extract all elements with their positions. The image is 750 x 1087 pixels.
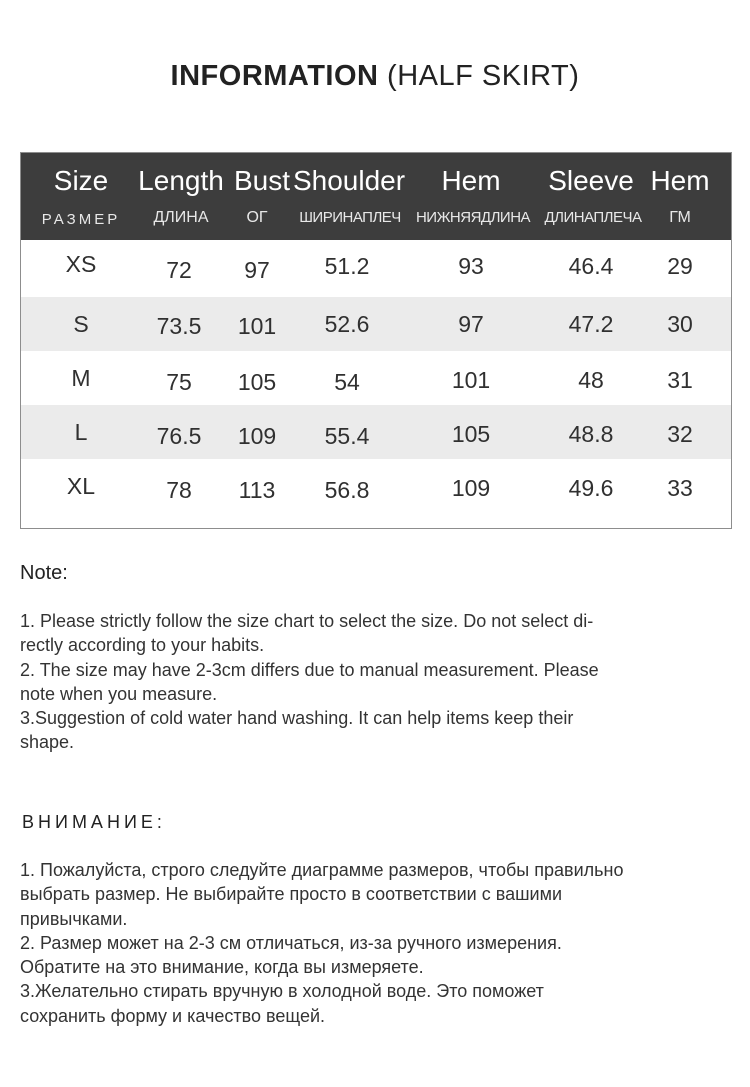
- note-line: 1. Please strictly follow the size chart to select the size. Do not select di-: [20, 611, 594, 631]
- table-header: [21, 153, 731, 240]
- cell-size: L: [74, 419, 88, 445]
- header-size: Size: [53, 165, 109, 196]
- cell-shoulder: 54: [334, 369, 360, 395]
- table-row: [21, 351, 731, 405]
- cell-length: 73.5: [156, 313, 202, 339]
- cell-shoulder: 51.2: [324, 253, 370, 279]
- cell-sleeve: 48.8: [568, 421, 614, 447]
- cell-bust: 105: [237, 369, 277, 395]
- cell-hem-2: 32: [667, 421, 693, 447]
- cell-sleeve: 47.2: [568, 311, 614, 337]
- cell-hem-2: 30: [667, 311, 693, 337]
- note-line: note when you measure.: [20, 683, 218, 704]
- note-list: [20, 609, 730, 755]
- cell-hem: 97: [458, 311, 484, 337]
- page-title: [0, 60, 750, 93]
- table-row: [21, 297, 731, 351]
- header-ru-size: РАЗМЕР: [41, 211, 121, 228]
- header-hem-2: Hem: [650, 165, 710, 196]
- cell-bust: 113: [238, 477, 276, 503]
- ru-note-line: сохранить форму и качество вещей.: [20, 1005, 326, 1026]
- cell-hem: 93: [458, 253, 484, 279]
- cell-length: 78: [166, 477, 192, 503]
- cell-hem-2: 31: [667, 367, 693, 393]
- note-line: 2. The size may have 2-3cm differs due to manual measurement. Please: [20, 659, 599, 680]
- cell-shoulder: 55.4: [324, 423, 370, 449]
- table-row: [21, 405, 731, 459]
- cell-hem: 109: [451, 475, 491, 501]
- cell-length: 75: [166, 369, 192, 395]
- header-ru-hem-2: ГМ: [669, 209, 691, 226]
- cell-bust: 97: [244, 257, 270, 283]
- cell-size: XS: [65, 251, 97, 277]
- header-shoulder: Shoulder: [292, 165, 406, 196]
- cell-sleeve: 48: [578, 367, 604, 393]
- page-title-sub: (HALF SKIRT): [387, 60, 580, 92]
- note-line: shape.: [20, 732, 75, 753]
- header-ru-shoulder: ШИРИНАПЛЕЧ: [299, 209, 401, 226]
- cell-bust: 109: [237, 423, 277, 449]
- cell-shoulder: 56.8: [324, 477, 370, 503]
- cell-length: 72: [166, 257, 192, 283]
- cell-sleeve: 49.6: [568, 475, 614, 501]
- cell-hem-2: 33: [667, 475, 693, 501]
- cell-bust: 101: [237, 313, 277, 339]
- header-ru-length: ДЛИНА: [153, 209, 209, 226]
- ru-note-list: [20, 858, 730, 1028]
- cell-sleeve: 46.4: [568, 253, 614, 279]
- cell-size: M: [71, 365, 91, 391]
- header-length: Length: [138, 165, 224, 196]
- cell-hem: 105: [451, 421, 491, 447]
- cell-hem: 101: [451, 367, 491, 393]
- header-ru-bust: ОГ: [246, 209, 268, 226]
- cell-size: XL: [66, 473, 96, 499]
- header-hem: Hem: [441, 165, 501, 196]
- cell-length: 76.5: [156, 423, 202, 449]
- header-bust: Bust: [233, 165, 291, 196]
- header-ru-hem: НИЖНЯЯДЛИНА: [415, 209, 531, 226]
- size-table: [20, 152, 732, 529]
- ru-note-line: выбрать размер. Не выбирайте просто в соответствии с вашими: [20, 884, 563, 905]
- note-line: 3.Suggestion of cold water hand washing. It can help items keep their: [20, 708, 574, 729]
- ru-note-title: ВНИМАНИЕ:: [22, 812, 166, 832]
- cell-hem-2: 29: [667, 253, 693, 279]
- ru-note-line: 2. Размер может на 2-3 см отличаться, из-за ручного измерения.: [20, 932, 562, 953]
- header-sleeve: Sleeve: [548, 165, 634, 196]
- header-ru-sleeve: ДЛИНАПЛЕЧА: [544, 209, 642, 226]
- ru-note-line: Обратите на это внимание, когда вы измеряете.: [20, 957, 424, 978]
- note-line: rectly according to your habits.: [20, 635, 265, 656]
- table-row: [21, 459, 731, 513]
- ru-note-line: 1. Пожалуйста, строго следуйте диаграмме размеров, чтобы правильно: [20, 860, 624, 880]
- ru-note-line: привычками.: [20, 908, 128, 929]
- note-title: Note:: [20, 562, 68, 584]
- page-title-main: INFORMATION: [170, 60, 379, 92]
- cell-size: S: [73, 311, 89, 337]
- cell-shoulder: 52.6: [324, 311, 370, 337]
- table-row: [21, 243, 731, 297]
- ru-note-line: 3.Желательно стирать вручную в холодной воде. Это поможет: [20, 981, 544, 1002]
